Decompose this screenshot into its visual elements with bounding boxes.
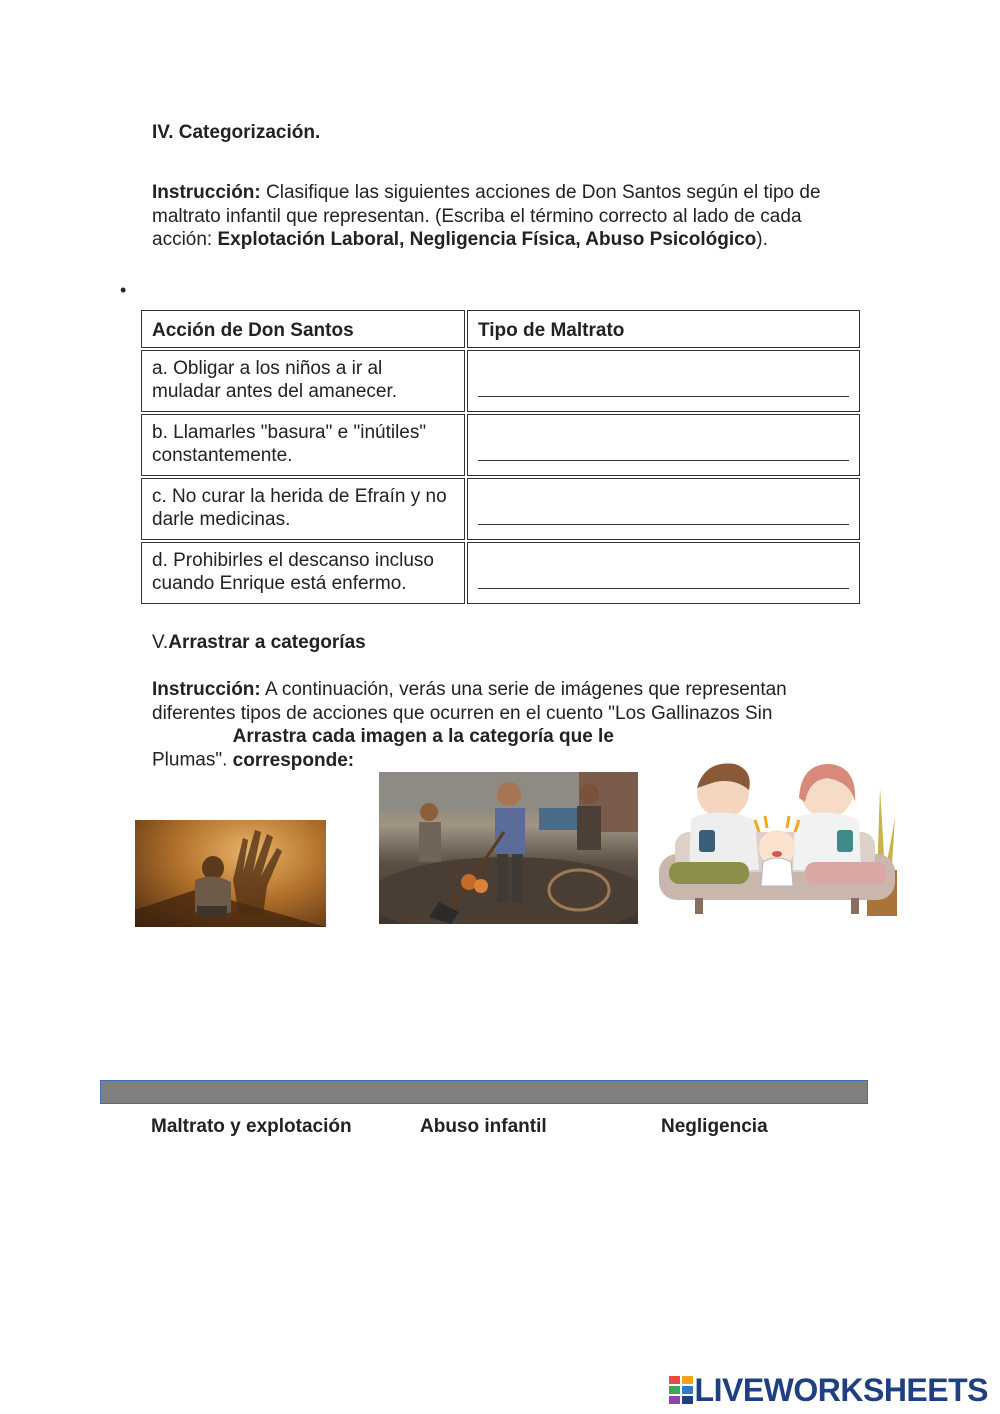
bullet: •	[120, 280, 127, 300]
drop-zone-bar[interactable]	[100, 1080, 868, 1104]
category-maltrato-explotacion[interactable]: Maltrato y explotación	[151, 1116, 352, 1137]
liveworksheets-logo-icon	[669, 1376, 695, 1406]
answer-input[interactable]	[478, 376, 849, 397]
answer-input[interactable]	[478, 568, 849, 589]
children-working-dump-image[interactable]	[379, 772, 638, 924]
category-negligencia[interactable]: Negligencia	[661, 1116, 768, 1137]
child-shadow-hand-icon	[135, 820, 326, 927]
table-row-action: c. No curar la herida de Efraín y no darle medicinas.	[141, 478, 465, 540]
child-shadow-hand-image[interactable]	[135, 820, 326, 927]
table-header-type: Tipo de Maltrato	[467, 310, 860, 348]
answer-input[interactable]	[478, 504, 849, 525]
instruction-text: Clasifique las siguientes acciones de Don Santos según el tipo de maltrato infantil que representan. (Escriba el término correcto al lado de cada acción:	[152, 182, 821, 250]
table-row-action: d. Prohibirles el descanso incluso cuando Enrique está enfermo.	[141, 542, 465, 604]
instruction-terms: Explotación Laboral, Negligencia Física, Abuso Psicológico	[217, 229, 757, 250]
instruction-end: ).	[756, 229, 768, 250]
parents-phones-crying-baby-image[interactable]	[655, 758, 900, 923]
parents-phones-crying-baby-icon	[655, 758, 900, 923]
instruction-label: Instrucción:	[152, 679, 261, 700]
section-4-instruction	[152, 181, 852, 252]
liveworksheets-logo	[669, 1372, 988, 1409]
table-row-action: b. Llamarles "basura" e "inútiles" constantemente.	[141, 414, 465, 476]
table-row-action: a. Obligar a los niños a ir al muladar antes del amanecer.	[141, 350, 465, 412]
section-4-title: IV. Categorización.	[152, 122, 321, 143]
instruction-label: Instrucción:	[152, 182, 261, 203]
answer-input[interactable]	[478, 440, 849, 461]
section-5-heading: Arrastrar a categorías	[168, 632, 366, 653]
table-row-answer-cell	[467, 478, 860, 540]
liveworksheets-brand: LIVEWORKSHEETS	[694, 1372, 988, 1408]
table-row-answer-cell	[467, 542, 860, 604]
table-row-answer-cell	[467, 350, 860, 412]
instruction-bold: Arrastra cada imagen a la categoría que le corresponde:	[232, 726, 614, 771]
instruction-text: A continuación, verás una serie de imágenes que representan diferentes tipos de acciones que ocurren en el cuento "Los Gallinazos Sin Plumas".	[152, 679, 787, 771]
category-abuso-infantil[interactable]: Abuso infantil	[420, 1116, 547, 1137]
section-5-prefix: V.	[152, 632, 169, 653]
table-row-answer-cell	[467, 414, 860, 476]
section-5-title	[152, 632, 366, 654]
children-working-dump-icon	[379, 772, 638, 924]
table-header-action: Acción de Don Santos	[141, 310, 465, 348]
